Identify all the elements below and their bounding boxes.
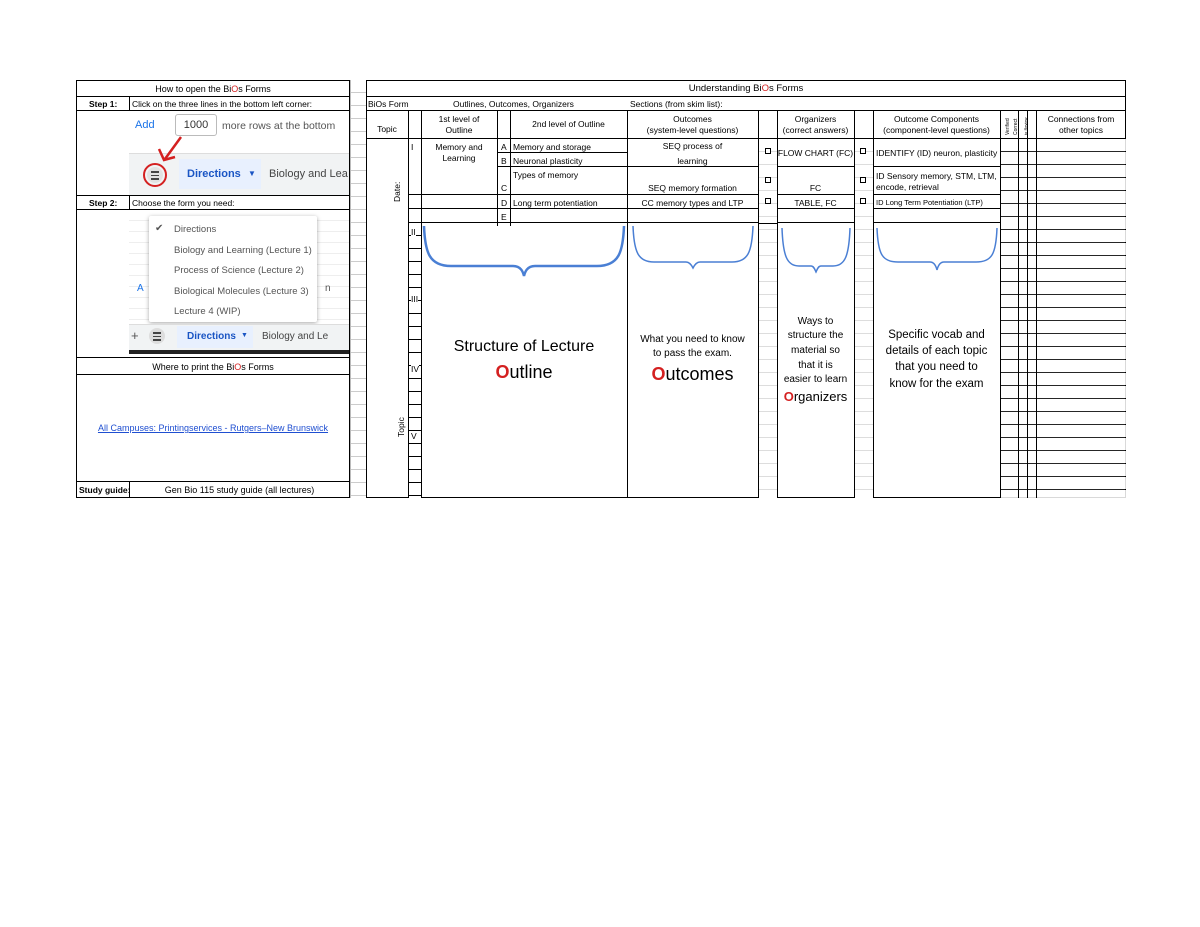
- topic-vertical-label: Topic: [396, 417, 406, 437]
- outcomes-header-2: (system-level questions): [646, 125, 739, 135]
- organizers-label-word: Organizers: [783, 389, 848, 404]
- roman-4: IV: [411, 364, 420, 374]
- tab-directions-active-2[interactable]: Directions: [187, 331, 236, 342]
- spacer-column: [350, 80, 366, 498]
- rows-suffix: more rows at the bottom: [222, 120, 336, 132]
- organizer-3: TABLE, FC: [794, 198, 837, 208]
- menu-item-lecture2[interactable]: Process of Science (Lecture 2): [174, 265, 304, 276]
- sheet-list-menu-icon-2[interactable]: [149, 328, 165, 344]
- first-level-1a: Memory and: [435, 142, 483, 152]
- organizer-1: FLOW CHART (FC): [777, 148, 854, 158]
- components-label-line2: details of each topic: [885, 345, 988, 357]
- step2-label: Step 2:: [89, 198, 118, 208]
- second-level-c: Types of memory: [513, 170, 579, 180]
- outcome-1b: learning: [677, 156, 708, 166]
- letter-a: A: [501, 142, 507, 152]
- step1-label: Step 1:: [89, 99, 118, 109]
- outcomes-label-word: Outcomes: [651, 364, 734, 384]
- menu-item-lecture3[interactable]: Biological Molecules (Lecture 3): [174, 286, 309, 297]
- connections-header-1: Connections from: [1047, 114, 1115, 124]
- menu-item-directions[interactable]: Directions: [174, 224, 217, 235]
- topic-header: Topic: [377, 124, 397, 134]
- organizers-label-line2: structure the: [787, 330, 844, 341]
- printing-services-link[interactable]: All Campuses: Printingservices - Rutgers–New Brunswick: [97, 423, 329, 433]
- outcome-3: CC memory types and LTP: [641, 198, 744, 208]
- study-guide-value: Gen Bio 115 study guide (all lectures): [164, 485, 315, 495]
- outcomes-brace: [630, 222, 756, 270]
- tab-dropdown-icon-2[interactable]: ▼: [241, 332, 248, 339]
- second-level-header: 2nd level of Outline: [532, 119, 605, 129]
- component-checkbox-1[interactable]: [860, 148, 866, 154]
- second-level-b: Neuronal plasticity: [513, 156, 583, 166]
- outline-label-line1: Structure of Lecture: [453, 338, 595, 355]
- study-guide-label: Study guide:: [79, 485, 131, 495]
- add-sheet-button[interactable]: +: [131, 328, 139, 343]
- bios-form-label: BiOs Form: [368, 99, 409, 109]
- step1-text: Click on the three lines in the bottom left corner:: [132, 99, 313, 109]
- outcomes-header-1: Outcomes: [673, 114, 712, 124]
- roman-5: V: [411, 431, 417, 441]
- print-heading: Where to print the BiOs Forms: [152, 362, 274, 372]
- rows-count-input[interactable]: 1000: [175, 114, 217, 136]
- components-label-line1: Specific vocab and: [888, 329, 985, 341]
- correct-header: Correct: [1013, 118, 1019, 135]
- components-header-1: Outcome Components: [893, 114, 980, 124]
- components-label-line3: that you need to: [895, 361, 978, 373]
- sheet-menu: [149, 216, 317, 322]
- letter-e: E: [501, 212, 507, 222]
- organizers-header-2: (correct answers): [782, 125, 849, 135]
- tab-directions-active[interactable]: Directions: [187, 168, 241, 180]
- right-title: Understanding BiOs Forms: [688, 83, 804, 94]
- organizer-checkbox-3[interactable]: [765, 198, 771, 204]
- letter-d: D: [501, 198, 508, 208]
- organizers-label-line3: material so: [791, 345, 840, 356]
- second-level-a: Memory and storage: [513, 142, 591, 152]
- oco-label: Outlines, Outcomes, Organizers: [453, 99, 574, 109]
- component-checkbox-3[interactable]: [860, 198, 866, 204]
- connections-header-2: other topics: [1059, 125, 1103, 135]
- components-label-line4: know for the exam: [889, 378, 984, 390]
- menu-item-lecture4[interactable]: Lecture 4 (WIP): [174, 306, 241, 317]
- organizer-checkbox-2[interactable]: [765, 177, 771, 183]
- component-1: IDENTIFY (ID) neuron, plasticity: [876, 148, 998, 158]
- tab-biology[interactable]: Biology and Lea: [269, 168, 348, 180]
- screenshot-sheet-menu: A n ✔ Directions Biology and Learning (Lecture 1) Process of Science (Lecture 2) Biological Molecules (Lecture 3) Lecture 4 (WIP) + Directions ▼ Biology and Le: [129, 210, 349, 354]
- organizer-checkbox-1[interactable]: [765, 148, 771, 154]
- outcomes-label-line1: What you need to know: [640, 334, 745, 345]
- second-level-d: Long term potentiation: [513, 198, 598, 208]
- first-level-1b: Learning: [442, 153, 476, 163]
- letter-b: B: [501, 156, 507, 166]
- component-3: ID Long Term Potentiation (LTP): [876, 198, 983, 207]
- components-header-2: (component-level questions): [883, 125, 990, 135]
- review-header: to Review: [1023, 117, 1028, 135]
- letter-c: C: [501, 183, 508, 193]
- tab-biology-2[interactable]: Biology and Le: [262, 331, 329, 342]
- left-title: How to open the BiOs Forms: [155, 84, 271, 94]
- date-label: Date:: [392, 181, 402, 202]
- organizers-label-line1: Ways to: [797, 316, 834, 327]
- outcome-2: SEQ memory formation: [648, 183, 737, 193]
- first-level-header-1: 1st level of: [438, 114, 480, 124]
- first-level-header-2: Outline: [445, 125, 473, 135]
- add-rows-button[interactable]: Add: [135, 119, 155, 131]
- outline-brace: [421, 222, 627, 278]
- organizers-brace: [779, 222, 853, 274]
- outcomes-label-line2: to pass the exam.: [653, 348, 732, 359]
- roman-2: II: [411, 227, 416, 237]
- component-2b: encode, retrieval: [876, 182, 939, 192]
- verified-header: Verified: [1005, 118, 1011, 135]
- sections-label: Sections (from skim list):: [630, 99, 723, 109]
- organizers-label-line5: easier to learn: [783, 374, 848, 385]
- roman-3: III: [411, 294, 419, 304]
- menu-item-lecture1[interactable]: Biology and Learning (Lecture 1): [174, 245, 312, 256]
- outline-label-word: Outline: [495, 362, 553, 382]
- organizers-label-line4: that it is: [798, 360, 833, 371]
- organizers-header-1: Organizers: [794, 114, 837, 124]
- components-brace: [874, 222, 1000, 272]
- outcome-1a: SEQ process of: [662, 141, 723, 151]
- component-checkbox-2[interactable]: [860, 177, 866, 183]
- step2-text: Choose the form you need:: [132, 198, 235, 208]
- organizer-2: FC: [809, 183, 822, 193]
- check-icon: ✔: [155, 223, 164, 234]
- tab-dropdown-icon[interactable]: ▼: [248, 169, 256, 178]
- screenshot-add-rows: [129, 111, 349, 195]
- roman-1: I: [411, 142, 414, 152]
- sheet-list-menu-icon[interactable]: [147, 167, 163, 183]
- component-2a: ID Sensory memory, STM, LTM,: [876, 171, 997, 181]
